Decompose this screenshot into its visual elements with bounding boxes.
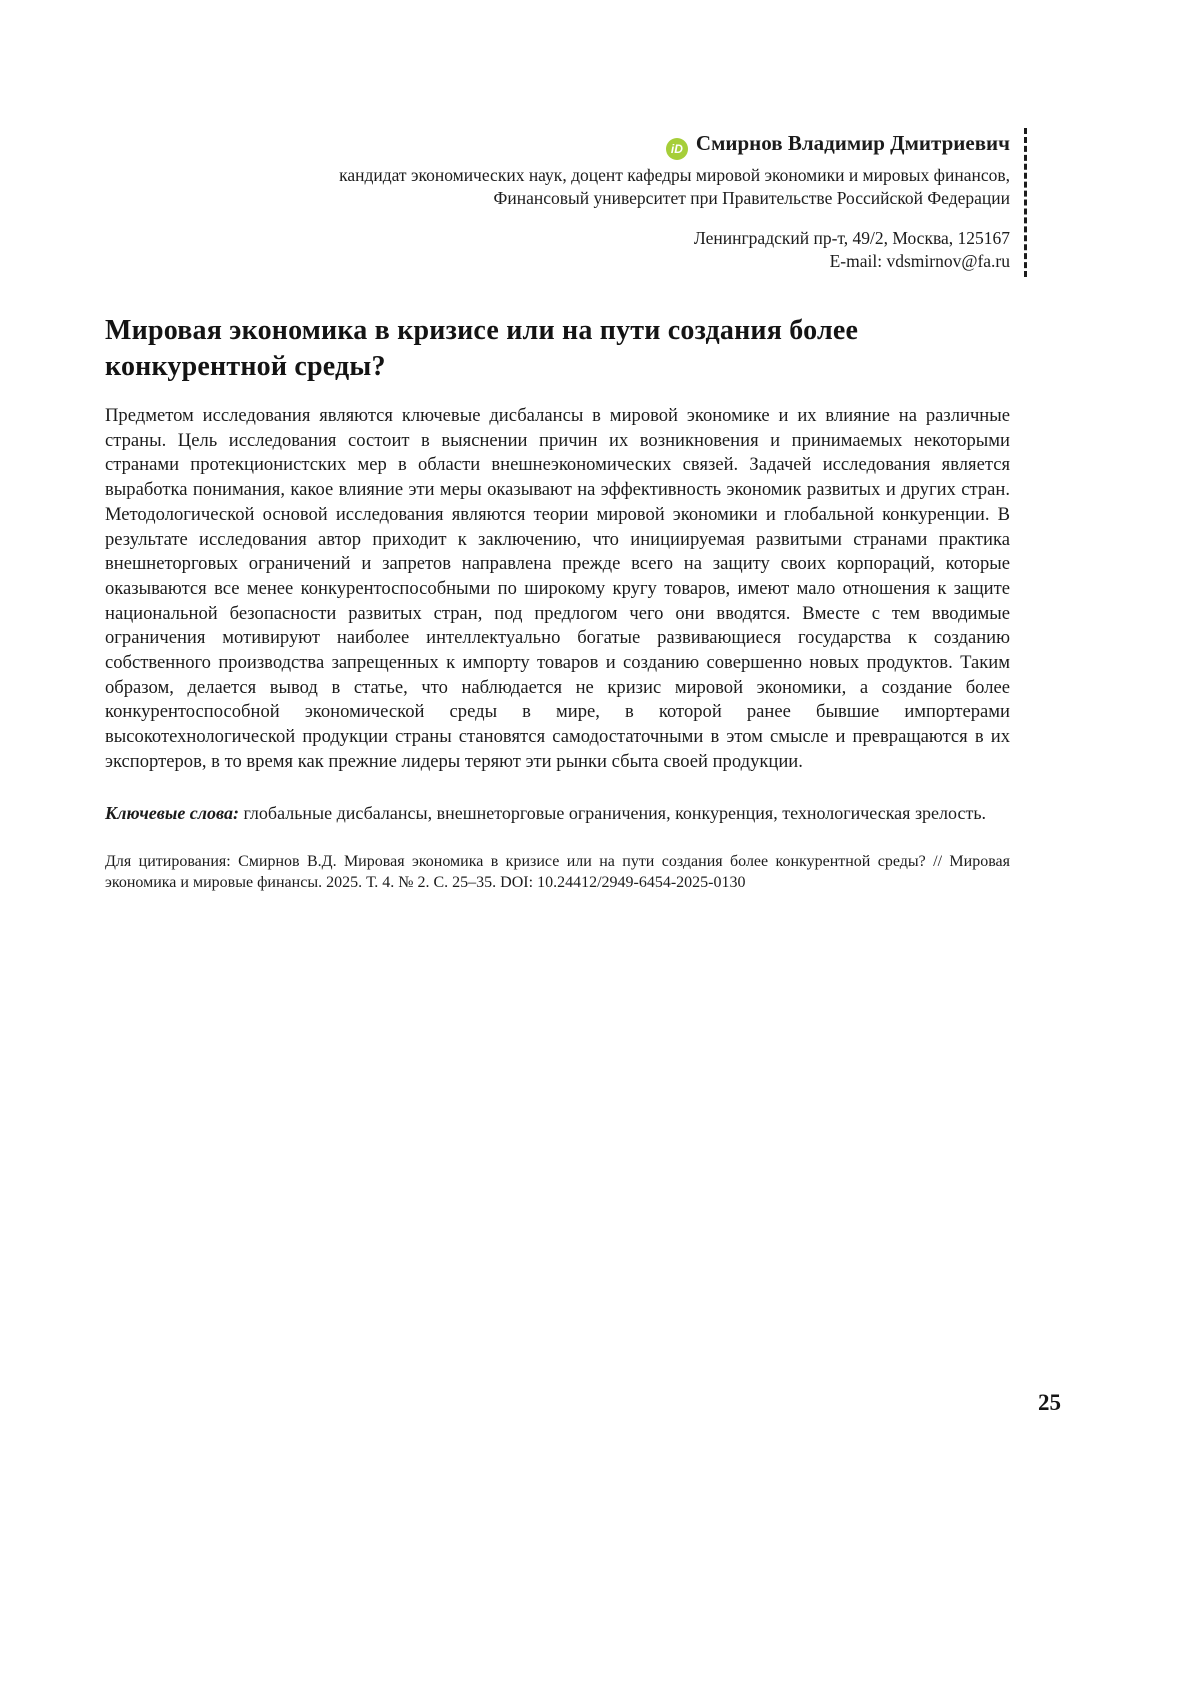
author-header-block (105, 128, 1027, 277)
keywords-text: глобальные дисбалансы, внешнеторговые ограничения, конкуренция, технологическая зрелость. (238, 802, 987, 823)
keywords-label: Ключевые слова: (105, 802, 239, 823)
keywords-paragraph (105, 802, 1010, 825)
author-email[interactable]: E-mail: vdsmirnov@fa.ru (829, 251, 1010, 272)
citation-text: Смирнов В.Д. Мировая экономика в кризисе или на пути создания более конкурентной среды? // Мировая экономика и мировые финансы. 2025. Т. 4. № 2. С. 25–35. DOI: 10.24412/2949-6454-2025-0130 (105, 852, 1011, 891)
author-university: Финансовый университет при Правительстве Российской Федерации (493, 188, 1010, 209)
citation-label: Для цитирования: (105, 852, 231, 870)
author-degree-position: кандидат экономических наук, доцент кафедры мировой экономики и мировых финансов, (339, 165, 1010, 185)
orcid-icon[interactable]: iD (666, 138, 688, 160)
author-address: Ленинградский пр-т, 49/2, Москва, 125167 (693, 228, 1010, 249)
author-contacts (105, 227, 1010, 273)
article-title: Мировая экономика в кризисе или на пути создания более конкурентной среды? (105, 315, 859, 383)
author-name: Смирнов Владимир Дмитриевич (695, 131, 1010, 155)
article-abstract: Предметом исследования являются ключевые дисбалансы в мировой экономике и их влияние на различные страны. Цель исследования состоит в выяснении причин их возникновения и принимаемых некоторыми странами протекционистских мер в области внешнеэкономических связей. Задачей исследования является выработка понимания, какое влияние эти меры оказывают на эффективность экономик развитых и других стран. Методологической основой исследования являются теории мировой экономики и глобальной конкуренции. В результате исследования автор приходит к заключению, что инициируемая развитыми странами практика внешнеторговых ограничений и запретов направлена прежде всего на защиту своих корпораций, которые оказываются все менее конкурентоспособными по широкому кругу товаров, имеют мало отношения к защите национальной безопасности развитых стран, под предлогом чего они вводятся. Вместе с тем вводимые ограничения мотивируют наиболее интеллектуально богатые развивающиеся государства к созданию собственного производства запрещенных к импорту товаров и созданию совершенно новых продуктов. Таким образом, делается вывод в статье, что наблюдается не кризис мировой экономики, а создание более конкурентоспособной экономической среды в мире, в которой ранее бывшие импортерами высокотехнологической продукции страны становятся самодостаточными в этом смысле и превращаются в их экспортеров, в то время как прежние лидеры теряют эти рынки сбыта своей продукции. (105, 405, 1010, 772)
page-content-column (105, 0, 1010, 909)
author-name-row (105, 130, 1010, 160)
author-affiliation (105, 164, 1010, 210)
citation-paragraph (105, 851, 1010, 893)
page-number: 25 (1038, 1390, 1061, 1415)
